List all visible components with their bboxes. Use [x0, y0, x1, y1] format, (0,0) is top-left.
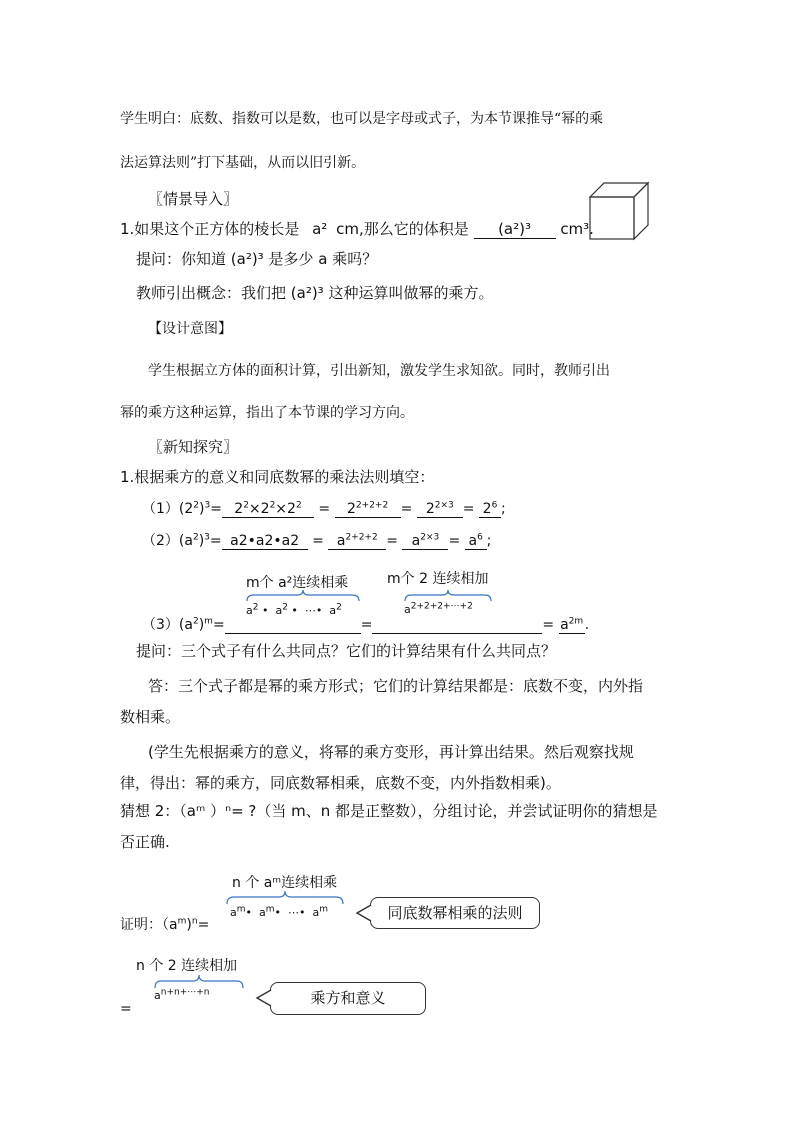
callout-power-meaning: 乘方和意义 [270, 982, 426, 1015]
brace-label-m-a2: m个 a²连续相乘 [246, 575, 349, 591]
q1-prefix: 1.如果这个正方体的棱长是 [120, 220, 300, 238]
summary-line-1: (学生先根据乘方的意义，将幂的乘方变形，再计算出结果。然后观察找规 [148, 743, 634, 761]
question-2: 提问：三个式子有什么共同点？它们的计算结果有什么共同点？ [136, 642, 557, 660]
equation-1: $(1)(2^2)^3= 2^2\times 2^2\times 2^2 = 2^{2+2+2} = 2^{2\times 3} = 2^6$ ; [142, 500, 506, 517]
brace-m-a2 [246, 590, 360, 602]
proof-label: 证明：$(a^m)^n=$ [120, 916, 210, 933]
eq3-label: （3） [142, 617, 179, 633]
question-1 [120, 218, 594, 239]
section-heading-new: 〖新知探究〗 [148, 438, 239, 456]
q1-edge: a² [312, 220, 328, 238]
guess-line-2: 否正确. [120, 833, 170, 851]
equation-2: $(2)(a^2)^3=$ a2•a2•a2 = $a^{2+2+2} = a^{2\times 3} = a^6$ ; [142, 532, 492, 549]
design-intent-heading: 【设计意图】 [148, 321, 232, 337]
answer-line-1: 答：三个式子都是幂的乘方形式；它们的计算结果都是：底数不变，内外指 [148, 677, 644, 695]
summary-line-2: 律，得出：幂的乘方，同底数幂相乘，底数不变，内外指数相乘)。 [120, 774, 561, 792]
callout-same-base-rule: 同底数幂相乘的法则 [370, 897, 540, 929]
ask-1: 提问：你知道 (a²)³ 是多少 a 乘吗？ [136, 250, 378, 268]
brace-label-n-am: n 个 aᵐ连续相乘 [232, 875, 338, 891]
section-heading-scene: 〖情景导入〗 [148, 190, 239, 208]
equation-3: $(3)(a^2)^m=$ = = $a^{2m}$. [142, 616, 590, 633]
q1-volume-unit: cm³. [560, 220, 594, 238]
intro-line-1: 学生明白：底数、指数可以是数，也可以是字母或式子，为本节课推导“幂的乘 [120, 111, 604, 127]
proof-equals: = [120, 1001, 132, 1017]
q1-answer: (a²)³ [474, 221, 556, 239]
proof-expr-1: $a^m•$ $a^m•$ ⋯• $a^m$ [230, 904, 329, 919]
fill-intro: 1.根据乘方的意义和同底数幂的乘法法则填空： [120, 468, 435, 486]
cube-illustration [588, 181, 650, 241]
eq3-exponent-sum: $a^{2+2+2+\cdots+2}$ [404, 601, 473, 616]
intro-line-2: 法运算法则”打下基础，从而以旧引新。 [120, 155, 366, 171]
brace-label-m-2: m个 2 连续相加 [387, 571, 489, 587]
teacher-concept: 教师引出概念：我们把 (a²)³ 这种运算叫做幂的乘方。 [136, 284, 494, 302]
brace-label-n-2: n 个 2 连续相加 [136, 958, 238, 974]
brace-n-am [226, 891, 344, 905]
eq1-label: （1） [142, 501, 179, 517]
answer-line-2: 数相乘。 [120, 708, 181, 726]
eq2-label: （2） [142, 533, 179, 549]
eq3-middle-expr: $a^2$ • $a^2$ • ⋯• $a^2$ [246, 602, 342, 617]
design-intent-line-2: 幂的乘方这种运算，指出了本节课的学习方向。 [120, 405, 414, 421]
proof-expr-2: $a^{n+n+\cdots+n}$ [154, 987, 210, 1002]
design-intent-line-1: 学生根据立方体的面积计算，引出新知，激发学生求知欲。同时，教师引出 [148, 363, 610, 379]
callout-pointer-1 [356, 904, 372, 922]
q1-unit: cm,那么它的体积是 [336, 220, 469, 238]
guess-line-1: 猜想 2：（aᵐ ）ⁿ= ?（当 m、n 都是正整数），分组讨论，并尝试证明你的猜想是 [120, 802, 658, 820]
brace-m-2 [404, 590, 492, 602]
callout-pointer-2 [256, 989, 272, 1007]
